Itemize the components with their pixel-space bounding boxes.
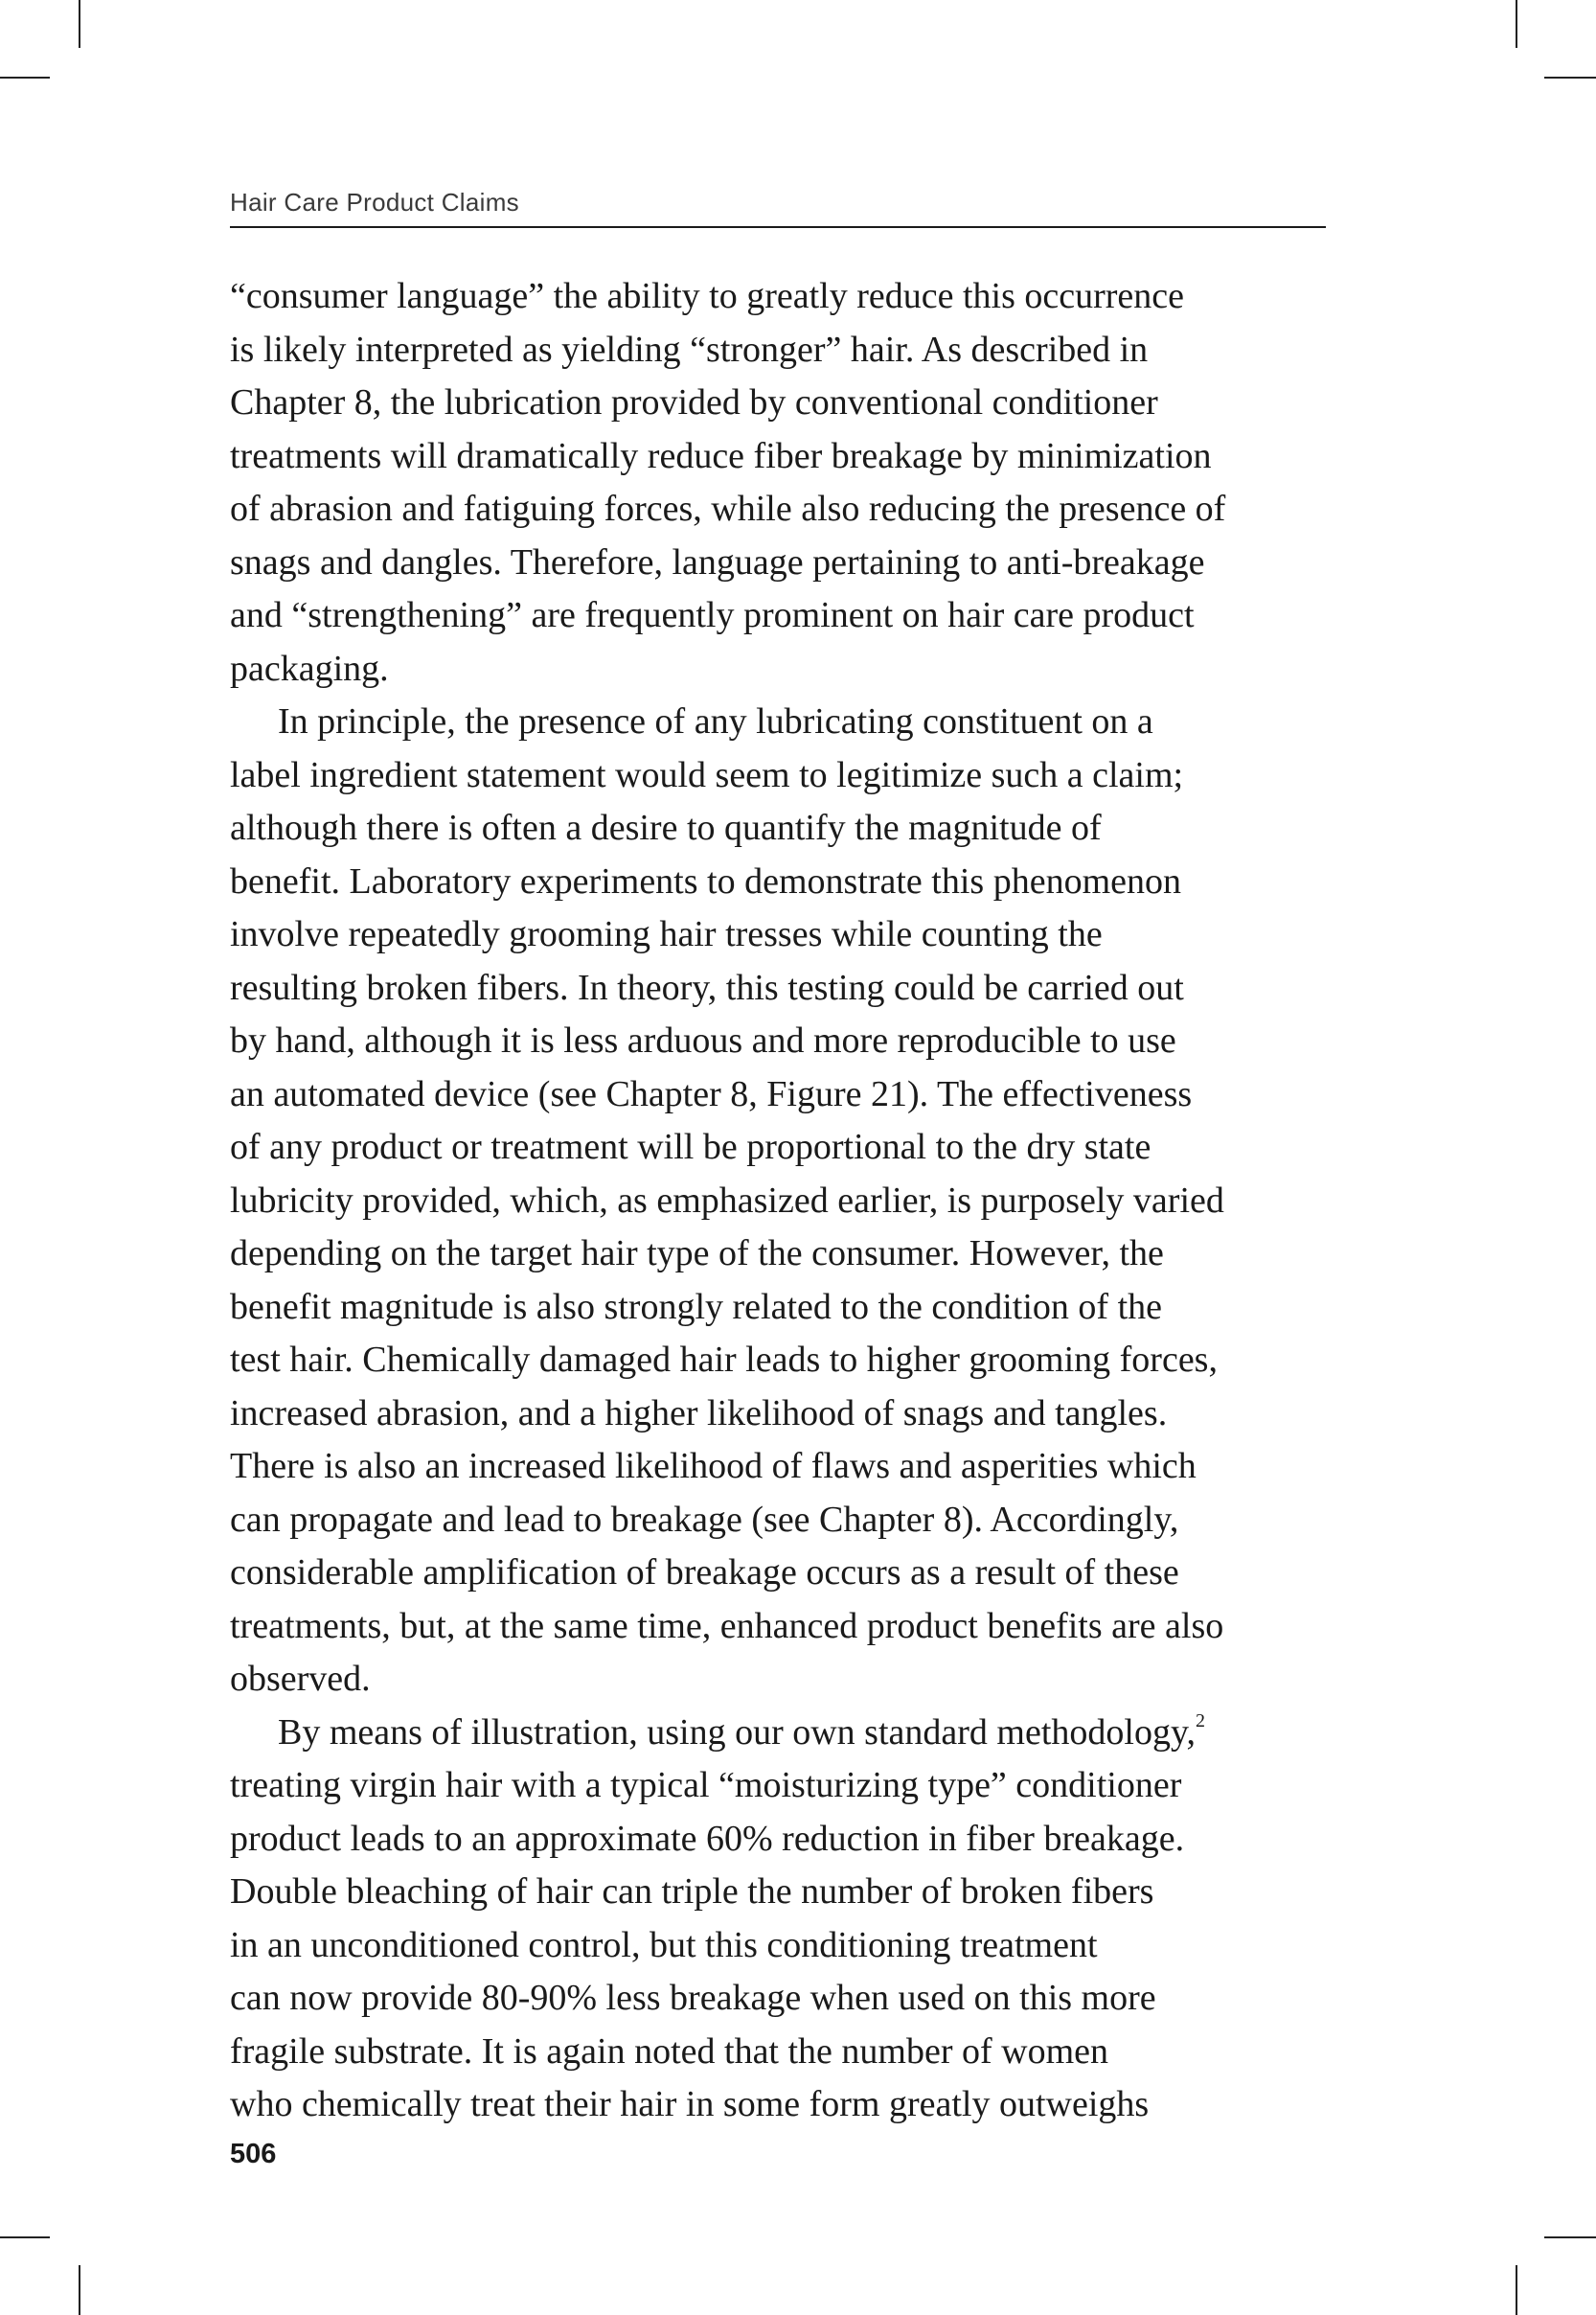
crop-mark-top-right-horizontal — [1544, 77, 1596, 79]
text-line-content: resulting broken fibers. In theory, this testing could be carried out — [230, 967, 1184, 1008]
text-line-content: In principle, the presence of any lubricating constituent on a — [278, 701, 1153, 742]
text-line — [230, 1175, 1341, 1228]
text-line-content: depending on the target hair type of the consumer. However, the — [230, 1233, 1164, 1273]
text-line — [230, 430, 1341, 484]
text-line-content: test hair. Chemically damaged hair leads to higher grooming forces, — [230, 1340, 1218, 1380]
text-line — [230, 643, 1341, 697]
text-line-content: “consumer language” the ability to greatly reduce this occurrence — [230, 276, 1184, 316]
text-line — [230, 377, 1341, 430]
text-line-content: involve repeatedly grooming hair tresses while counting the — [230, 914, 1103, 954]
text-line-content: in an unconditioned control, but this conditioning treatment — [230, 1924, 1098, 1965]
text-line-content: Double bleaching of hair can triple the number of broken fibers — [230, 1871, 1154, 1912]
text-line — [230, 1600, 1341, 1654]
crop-mark-top-left-horizontal — [0, 77, 50, 79]
text-line-content: By means of illustration, using our own standard methodology, — [278, 1711, 1196, 1753]
text-line-content: treatments will dramatically reduce fiber breakage by minimization — [230, 435, 1212, 476]
text-line — [230, 589, 1341, 643]
text-line — [230, 2078, 1341, 2132]
text-line-content: Chapter 8, the lubrication provided by conventional conditioner — [230, 382, 1158, 423]
text-line — [230, 1919, 1341, 1973]
text-line — [230, 270, 1341, 324]
text-line-content: snags and dangles. Therefore, language pertaining to anti-breakage — [230, 541, 1205, 583]
text-line-content: packaging. — [230, 648, 389, 689]
text-line-content: and “strengthening” are frequently prominent on hair care product — [230, 595, 1195, 635]
text-line-content: product leads to an approximate 60% reduction in fiber breakage. — [230, 1818, 1185, 1859]
text-line-content: an automated device (see Chapter 8, Figure 21). The effectiveness — [230, 1073, 1193, 1114]
text-line — [230, 962, 1341, 1016]
text-line-content: although there is often a desire to quantify the magnitude of — [230, 808, 1102, 848]
text-line — [230, 1547, 1341, 1600]
text-line — [230, 1440, 1341, 1494]
text-line-content: fragile substrate. It is again noted that the number of women — [230, 2030, 1109, 2072]
crop-mark-bottom-right-vertical — [1516, 2265, 1517, 2315]
text-line-content: who chemically treat their hair in some form greatly outweighs — [230, 2084, 1150, 2124]
text-line-content: can now provide 80-90% less breakage when used on this more — [230, 1978, 1156, 2018]
text-line — [230, 324, 1341, 378]
text-line-content: benefit magnitude is also strongly related to the condition of the — [230, 1286, 1162, 1327]
text-line — [230, 749, 1341, 803]
text-line — [230, 1387, 1341, 1441]
text-line-content: There is also an increased likelihood of flaws and asperities which — [230, 1446, 1197, 1486]
text-line-content: observed. — [230, 1659, 371, 1699]
text-line — [230, 2026, 1341, 2079]
text-line — [230, 1972, 1341, 2026]
text-line-content: increased abrasion, and a higher likelihood of snags and tangles. — [230, 1392, 1168, 1433]
crop-mark-bottom-right-horizontal — [1544, 2236, 1596, 2238]
text-line — [230, 856, 1341, 909]
running-head: Hair Care Product Claims — [230, 188, 519, 217]
text-line — [230, 1759, 1341, 1813]
text-line — [230, 1866, 1341, 1919]
text-line-content: benefit. Laboratory experiments to demonstrate this phenomenon — [230, 860, 1181, 902]
text-line — [230, 1494, 1341, 1547]
footnote-reference: 2 — [1195, 1709, 1205, 1731]
body-text — [230, 270, 1341, 2132]
text-line-content: lubricity provided, which, as emphasized earlier, is purposely varied — [230, 1180, 1224, 1221]
header-rule — [230, 226, 1326, 228]
text-line-content: of any product or treatment will be proportional to the dry state — [230, 1127, 1151, 1167]
crop-mark-bottom-left-vertical — [79, 2265, 80, 2315]
text-line-content: considerable amplification of breakage occurs as a result of these — [230, 1552, 1179, 1593]
text-line-content: treating virgin hair with a typical “moisturizing type” conditioner — [230, 1765, 1182, 1805]
text-line — [230, 1281, 1341, 1335]
text-line-content: by hand, although it is less arduous and more reproducible to use — [230, 1020, 1176, 1061]
crop-mark-top-left-vertical — [79, 0, 80, 48]
text-line-content: of abrasion and fatiguing forces, while also reducing the presence of — [230, 489, 1226, 529]
text-line — [230, 1653, 1341, 1707]
text-line-content: is likely interpreted as yielding “stronger” hair. As described in — [230, 329, 1149, 370]
text-line — [230, 1707, 1341, 1760]
page-number: 506 — [230, 2139, 277, 2169]
text-line — [230, 1227, 1341, 1281]
text-line — [230, 483, 1341, 537]
text-line — [230, 1121, 1341, 1175]
text-line — [230, 1813, 1341, 1867]
text-line — [230, 1068, 1341, 1122]
text-line — [230, 696, 1341, 749]
text-line — [230, 1334, 1341, 1387]
crop-mark-top-right-vertical — [1516, 0, 1517, 48]
text-line — [230, 1015, 1341, 1068]
text-line — [230, 537, 1341, 590]
text-line-content: label ingredient statement would seem to legitimize such a claim; — [230, 754, 1184, 795]
text-line — [230, 908, 1341, 962]
text-line — [230, 802, 1341, 856]
crop-mark-bottom-left-horizontal — [0, 2236, 50, 2238]
text-line-content: can propagate and lead to breakage (see Chapter 8). Accordingly, — [230, 1499, 1179, 1540]
text-line-content: treatments, but, at the same time, enhanced product benefits are also — [230, 1605, 1224, 1646]
